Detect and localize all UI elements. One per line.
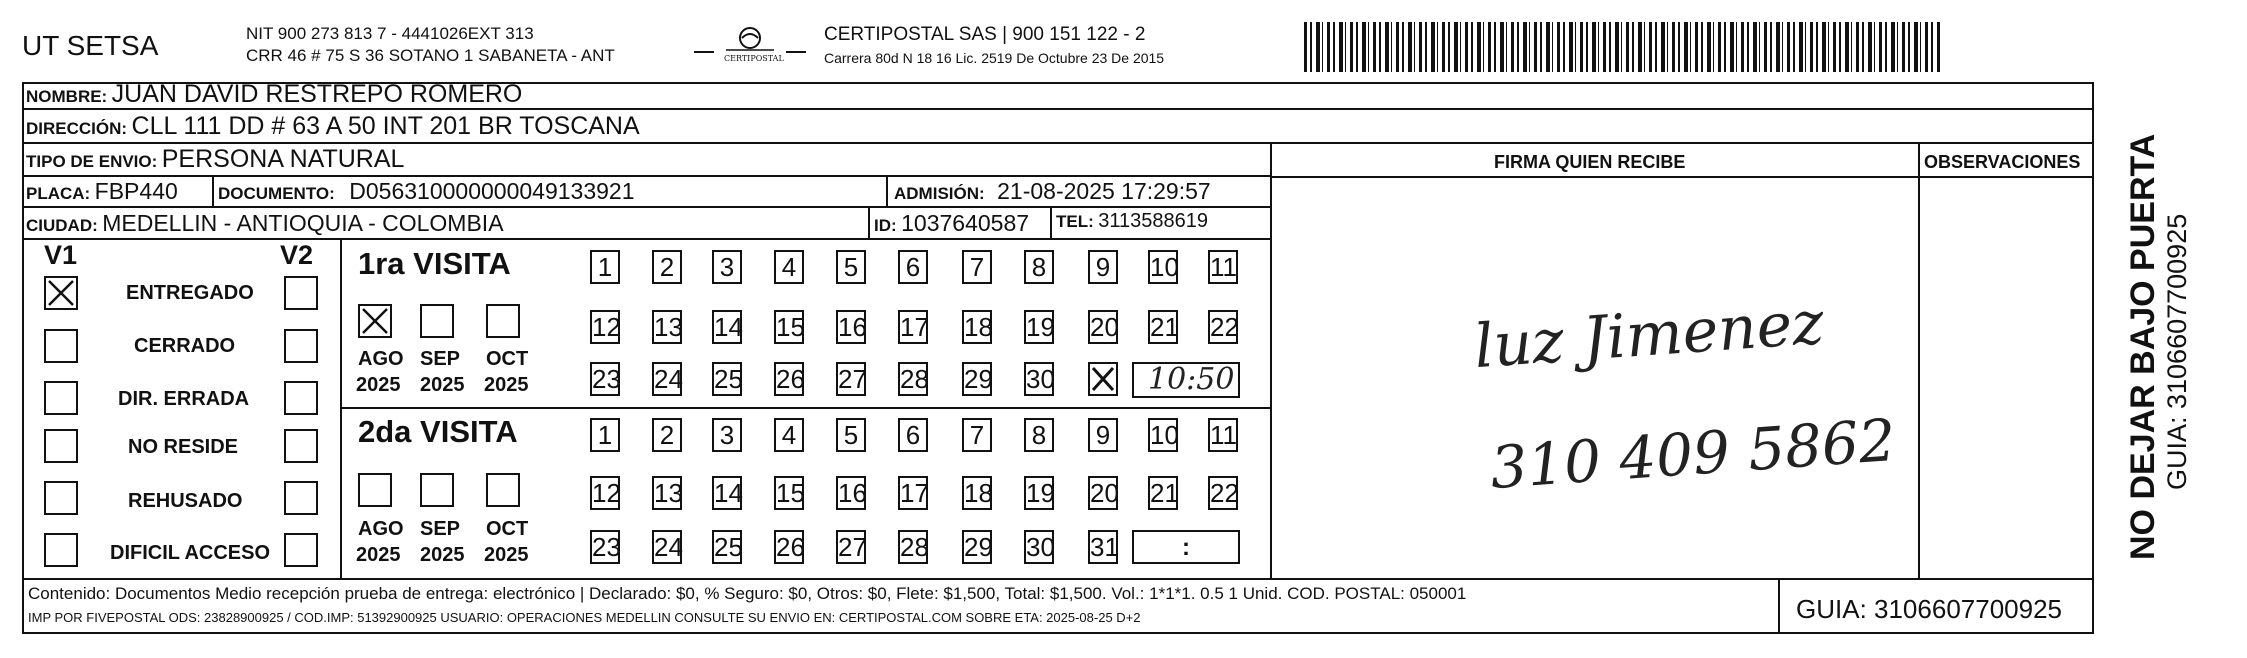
visit2-day-6[interactable]: 6 bbox=[898, 418, 928, 452]
nit-line: NIT 900 273 813 7 - 4441026EXT 313 bbox=[246, 24, 534, 43]
carrier-name: CERTIPOSTAL SAS | 900 151 122 - 2 bbox=[824, 24, 1146, 45]
visit1-time-box[interactable] bbox=[1132, 362, 1240, 398]
visit2-day-14[interactable]: 14 bbox=[714, 478, 743, 508]
document-label: DOCUMENTO: bbox=[218, 184, 335, 203]
visit2-day-12[interactable]: 12 bbox=[592, 478, 621, 508]
side-warning: NO DEJAR BAJO PUERTA bbox=[2124, 133, 2162, 560]
visit1-day-8[interactable]: 8 bbox=[1024, 250, 1054, 284]
visit2-day-3[interactable]: 3 bbox=[712, 418, 742, 452]
recipient-name: JUAN DAVID RESTREPO ROMERO bbox=[111, 80, 523, 108]
v1-checkbox-dir-errada[interactable] bbox=[44, 381, 78, 415]
visit1-day-3[interactable]: 3 bbox=[712, 250, 742, 284]
day-check-mark-icon bbox=[1090, 364, 1116, 394]
ship-type-row bbox=[26, 145, 404, 174]
document-value: D056310000000049133921 bbox=[349, 178, 635, 204]
visit2-month-ago: AGO bbox=[358, 518, 404, 540]
tel-value: 3113588619 bbox=[1098, 210, 1208, 232]
address-label: DIRECCIÓN: bbox=[26, 119, 128, 138]
plate-value: FBP440 bbox=[94, 178, 178, 204]
visit2-month-sep-checkbox[interactable] bbox=[420, 473, 454, 507]
visit2-day-10[interactable]: 10 bbox=[1150, 420, 1179, 450]
admission-row bbox=[894, 178, 1211, 205]
visit2-day-21[interactable]: 21 bbox=[1150, 478, 1179, 508]
visit1-day-2[interactable]: 2 bbox=[652, 250, 682, 284]
visit1-month-ago: AGO bbox=[358, 348, 404, 370]
ship-type-value: PERSONA NATURAL bbox=[161, 145, 405, 173]
plate-row bbox=[26, 178, 178, 205]
status-entregado: ENTREGADO bbox=[126, 282, 254, 304]
visit1-day-1[interactable]: 1 bbox=[590, 250, 620, 284]
visit1-day-23[interactable]: 23 bbox=[592, 364, 621, 394]
visit2-day-30[interactable]: 30 bbox=[1026, 532, 1055, 562]
visit1-month-ago-checkbox[interactable] bbox=[358, 304, 392, 338]
visit1-day-4[interactable]: 4 bbox=[774, 250, 804, 284]
visit2-day-25[interactable]: 25 bbox=[714, 532, 743, 562]
side-guia: GUIA: 3106607700925 bbox=[2162, 213, 2192, 490]
visit1-day-29[interactable]: 29 bbox=[964, 364, 993, 394]
company-address: CRR 46 # 75 S 36 SOTANO 1 SABANETA - ANT bbox=[246, 46, 615, 65]
v2-checkbox-entregado[interactable] bbox=[284, 276, 318, 310]
visit2-day-20[interactable]: 20 bbox=[1090, 478, 1119, 508]
visit2-day-22[interactable]: 22 bbox=[1210, 478, 1239, 508]
status-dificil-acceso: DIFICIL ACCESO bbox=[110, 542, 271, 564]
visit1-day-30[interactable]: 30 bbox=[1026, 364, 1055, 394]
barcode bbox=[1304, 22, 1940, 72]
visit2-day-27[interactable]: 27 bbox=[838, 532, 867, 562]
visit1-day-24[interactable]: 24 bbox=[654, 364, 683, 394]
visit1-year-sep: 2025 bbox=[420, 374, 465, 396]
visit2-day-8[interactable]: 8 bbox=[1024, 418, 1054, 452]
visit1-day-28[interactable]: 28 bbox=[900, 364, 929, 394]
signature-label: FIRMA QUIEN RECIBE bbox=[1494, 152, 1686, 172]
v1-checkbox-cerrado[interactable] bbox=[44, 329, 78, 363]
ship-type-label: TIPO DE ENVIO: bbox=[26, 152, 158, 171]
visit2-day-1[interactable]: 1 bbox=[590, 418, 620, 452]
status-rehusado: REHUSADO bbox=[128, 490, 243, 512]
visit1-day-22[interactable]: 22 bbox=[1210, 312, 1239, 342]
admission-label: ADMISIÓN: bbox=[894, 184, 985, 203]
visit2-day-31[interactable]: 31 bbox=[1090, 532, 1119, 562]
v1-checkbox-rehusado[interactable] bbox=[44, 481, 78, 515]
visit1-day-25[interactable]: 25 bbox=[714, 364, 743, 394]
visit1-day-26[interactable]: 26 bbox=[776, 364, 805, 394]
status-dir-errada: DIR. ERRADA bbox=[118, 388, 250, 410]
visit2-month-oct: OCT bbox=[486, 518, 529, 540]
visit1-day-9[interactable]: 9 bbox=[1088, 250, 1118, 284]
id-row bbox=[874, 210, 1029, 237]
v1-label: V1 bbox=[44, 240, 78, 270]
address-row bbox=[26, 112, 640, 141]
visit2-day-24[interactable]: 24 bbox=[654, 532, 683, 562]
visit1-day-17[interactable]: 17 bbox=[900, 312, 929, 342]
visit1-month-sep: SEP bbox=[420, 348, 461, 370]
name-label: NOMBRE: bbox=[26, 87, 108, 106]
visit1-day-7[interactable]: 7 bbox=[962, 250, 992, 284]
certipostal-logo bbox=[690, 22, 810, 68]
status-no-reside: NO RESIDE bbox=[128, 436, 239, 458]
visit1-day-27[interactable]: 27 bbox=[838, 364, 867, 394]
visit1-day-6[interactable]: 6 bbox=[898, 250, 928, 284]
city-label: CIUDAD: bbox=[26, 216, 98, 235]
visit2-year-sep: 2025 bbox=[420, 544, 465, 566]
visit2-month-sep: SEP bbox=[420, 518, 461, 540]
visit2-day-17[interactable]: 17 bbox=[900, 478, 929, 508]
visit2-year-oct: 2025 bbox=[484, 544, 529, 566]
visit2-day-11[interactable]: 11 bbox=[1210, 420, 1237, 450]
company-name: UT SETSA bbox=[22, 30, 159, 61]
visit2-day-7[interactable]: 7 bbox=[962, 418, 992, 452]
visit2-year-ago: 2025 bbox=[356, 544, 401, 566]
visit2-time: : bbox=[1182, 534, 1190, 561]
footer-guia: GUIA: 3106607700925 bbox=[1796, 594, 2062, 624]
observations-label: OBSERVACIONES bbox=[1924, 152, 2081, 172]
tel-label: TEL: bbox=[1056, 212, 1094, 231]
v1-checkbox-dificil-acceso[interactable] bbox=[44, 533, 78, 567]
visit1-year-ago: 2025 bbox=[356, 374, 401, 396]
visit1-year-oct: 2025 bbox=[484, 374, 529, 396]
visit1-month-oct-checkbox[interactable] bbox=[486, 304, 520, 338]
visit2-day-26[interactable]: 26 bbox=[776, 532, 805, 562]
id-label: ID: bbox=[874, 216, 897, 235]
v1-checkbox-entregado[interactable] bbox=[44, 276, 78, 310]
visit2-day-28[interactable]: 28 bbox=[900, 532, 929, 562]
signature-name: luz Jimenez bbox=[1471, 287, 1826, 383]
recipient-address: CLL 111 DD # 63 A 50 INT 201 BR TOSCANA bbox=[131, 112, 640, 140]
v2-label: V2 bbox=[280, 240, 314, 270]
visit1-day-20[interactable]: 20 bbox=[1090, 312, 1119, 342]
status-cerrado: CERRADO bbox=[134, 335, 236, 357]
visit1-day-21[interactable]: 21 bbox=[1150, 312, 1179, 342]
city-value: MEDELLIN - ANTIOQUIA - COLOMBIA bbox=[102, 210, 504, 236]
visit2-day-9[interactable]: 9 bbox=[1088, 418, 1118, 452]
visit1-day-18[interactable]: 18 bbox=[964, 312, 993, 342]
visit1-month-sep-checkbox[interactable] bbox=[420, 304, 454, 338]
admission-value: 21-08-2025 17:29:57 bbox=[997, 178, 1211, 204]
visit2-day-18[interactable]: 18 bbox=[964, 478, 993, 508]
visit1-day-14[interactable]: 14 bbox=[714, 312, 743, 342]
document-row bbox=[218, 178, 634, 205]
visit2-day-13[interactable]: 13 bbox=[654, 478, 683, 508]
v1-checkbox-no-reside[interactable] bbox=[44, 429, 78, 463]
carrier-address: Carrera 80d N 18 16 Lic. 2519 De Octubre 23 De 2015 bbox=[824, 50, 1165, 66]
v2-checkbox-rehusado[interactable] bbox=[284, 481, 318, 515]
visit2-day-19[interactable]: 19 bbox=[1026, 478, 1055, 508]
visit1-day-12[interactable]: 12 bbox=[592, 312, 621, 342]
visit2-month-oct-checkbox[interactable] bbox=[486, 473, 520, 507]
visit1-day-31[interactable] bbox=[1088, 362, 1118, 396]
visit1-title: 1ra VISITA bbox=[358, 246, 511, 281]
visit1-day-11[interactable]: 11 bbox=[1210, 252, 1237, 282]
city-row bbox=[26, 210, 504, 237]
visit2-day-2[interactable]: 2 bbox=[652, 418, 682, 452]
visit1-day-16[interactable]: 16 bbox=[838, 312, 867, 342]
visit1-day-15[interactable]: 15 bbox=[776, 312, 805, 342]
signature-phone: 310 409 5862 bbox=[1488, 405, 1898, 503]
visit1-day-13[interactable]: 13 bbox=[654, 312, 683, 342]
tel-row bbox=[1056, 210, 1208, 233]
name-row bbox=[26, 80, 522, 109]
plate-label: PLACA: bbox=[26, 184, 91, 203]
footer-imp: IMP POR FIVEPOSTAL ODS: 23828900925 / COD.IMP: 51392900925 USUARIO: OPERACIONES MEDELLIN CONSULTE SU ENVIO EN: CERTIPOSTAL.COM SOBRE ETA: 2025-08-25 D+2 bbox=[28, 610, 1141, 625]
logo-text: CERTIPOSTAL bbox=[724, 54, 784, 63]
v2-checkbox-no-reside[interactable] bbox=[284, 429, 318, 463]
v2-checkbox-dificil-acceso[interactable] bbox=[284, 533, 318, 567]
visit2-day-15[interactable]: 15 bbox=[776, 478, 805, 508]
v2-checkbox-cerrado[interactable] bbox=[284, 329, 318, 363]
visit1-day-10[interactable]: 10 bbox=[1150, 252, 1179, 282]
visit2-month-ago-checkbox[interactable] bbox=[358, 473, 392, 507]
visit2-day-29[interactable]: 29 bbox=[964, 532, 993, 562]
visit2-day-23[interactable]: 23 bbox=[592, 532, 621, 562]
visit2-day-4[interactable]: 4 bbox=[774, 418, 804, 452]
id-value: 1037640587 bbox=[901, 210, 1030, 236]
visit1-day-19[interactable]: 19 bbox=[1026, 312, 1055, 342]
footer-content: Contenido: Documentos Medio recepción prueba de entrega: electrónico | Declarado: $0, % Seguro: $0, Otros: $0, Flete: $1,500, Total: $1,500. Vol.: 1*1*1. 0.5 1 Unid. COD. POSTAL: 050001 bbox=[28, 584, 1467, 603]
visit2-day-16[interactable]: 16 bbox=[838, 478, 867, 508]
v2-checkbox-dir-errada[interactable] bbox=[284, 381, 318, 415]
visit1-day-5[interactable]: 5 bbox=[836, 250, 866, 284]
visit2-time-box[interactable] bbox=[1132, 530, 1240, 564]
visit1-month-oct: OCT bbox=[486, 348, 529, 370]
visit2-day-5[interactable]: 5 bbox=[836, 418, 866, 452]
visit2-title: 2da VISITA bbox=[358, 414, 518, 449]
visit1-time: 10:50 bbox=[1148, 362, 1235, 397]
